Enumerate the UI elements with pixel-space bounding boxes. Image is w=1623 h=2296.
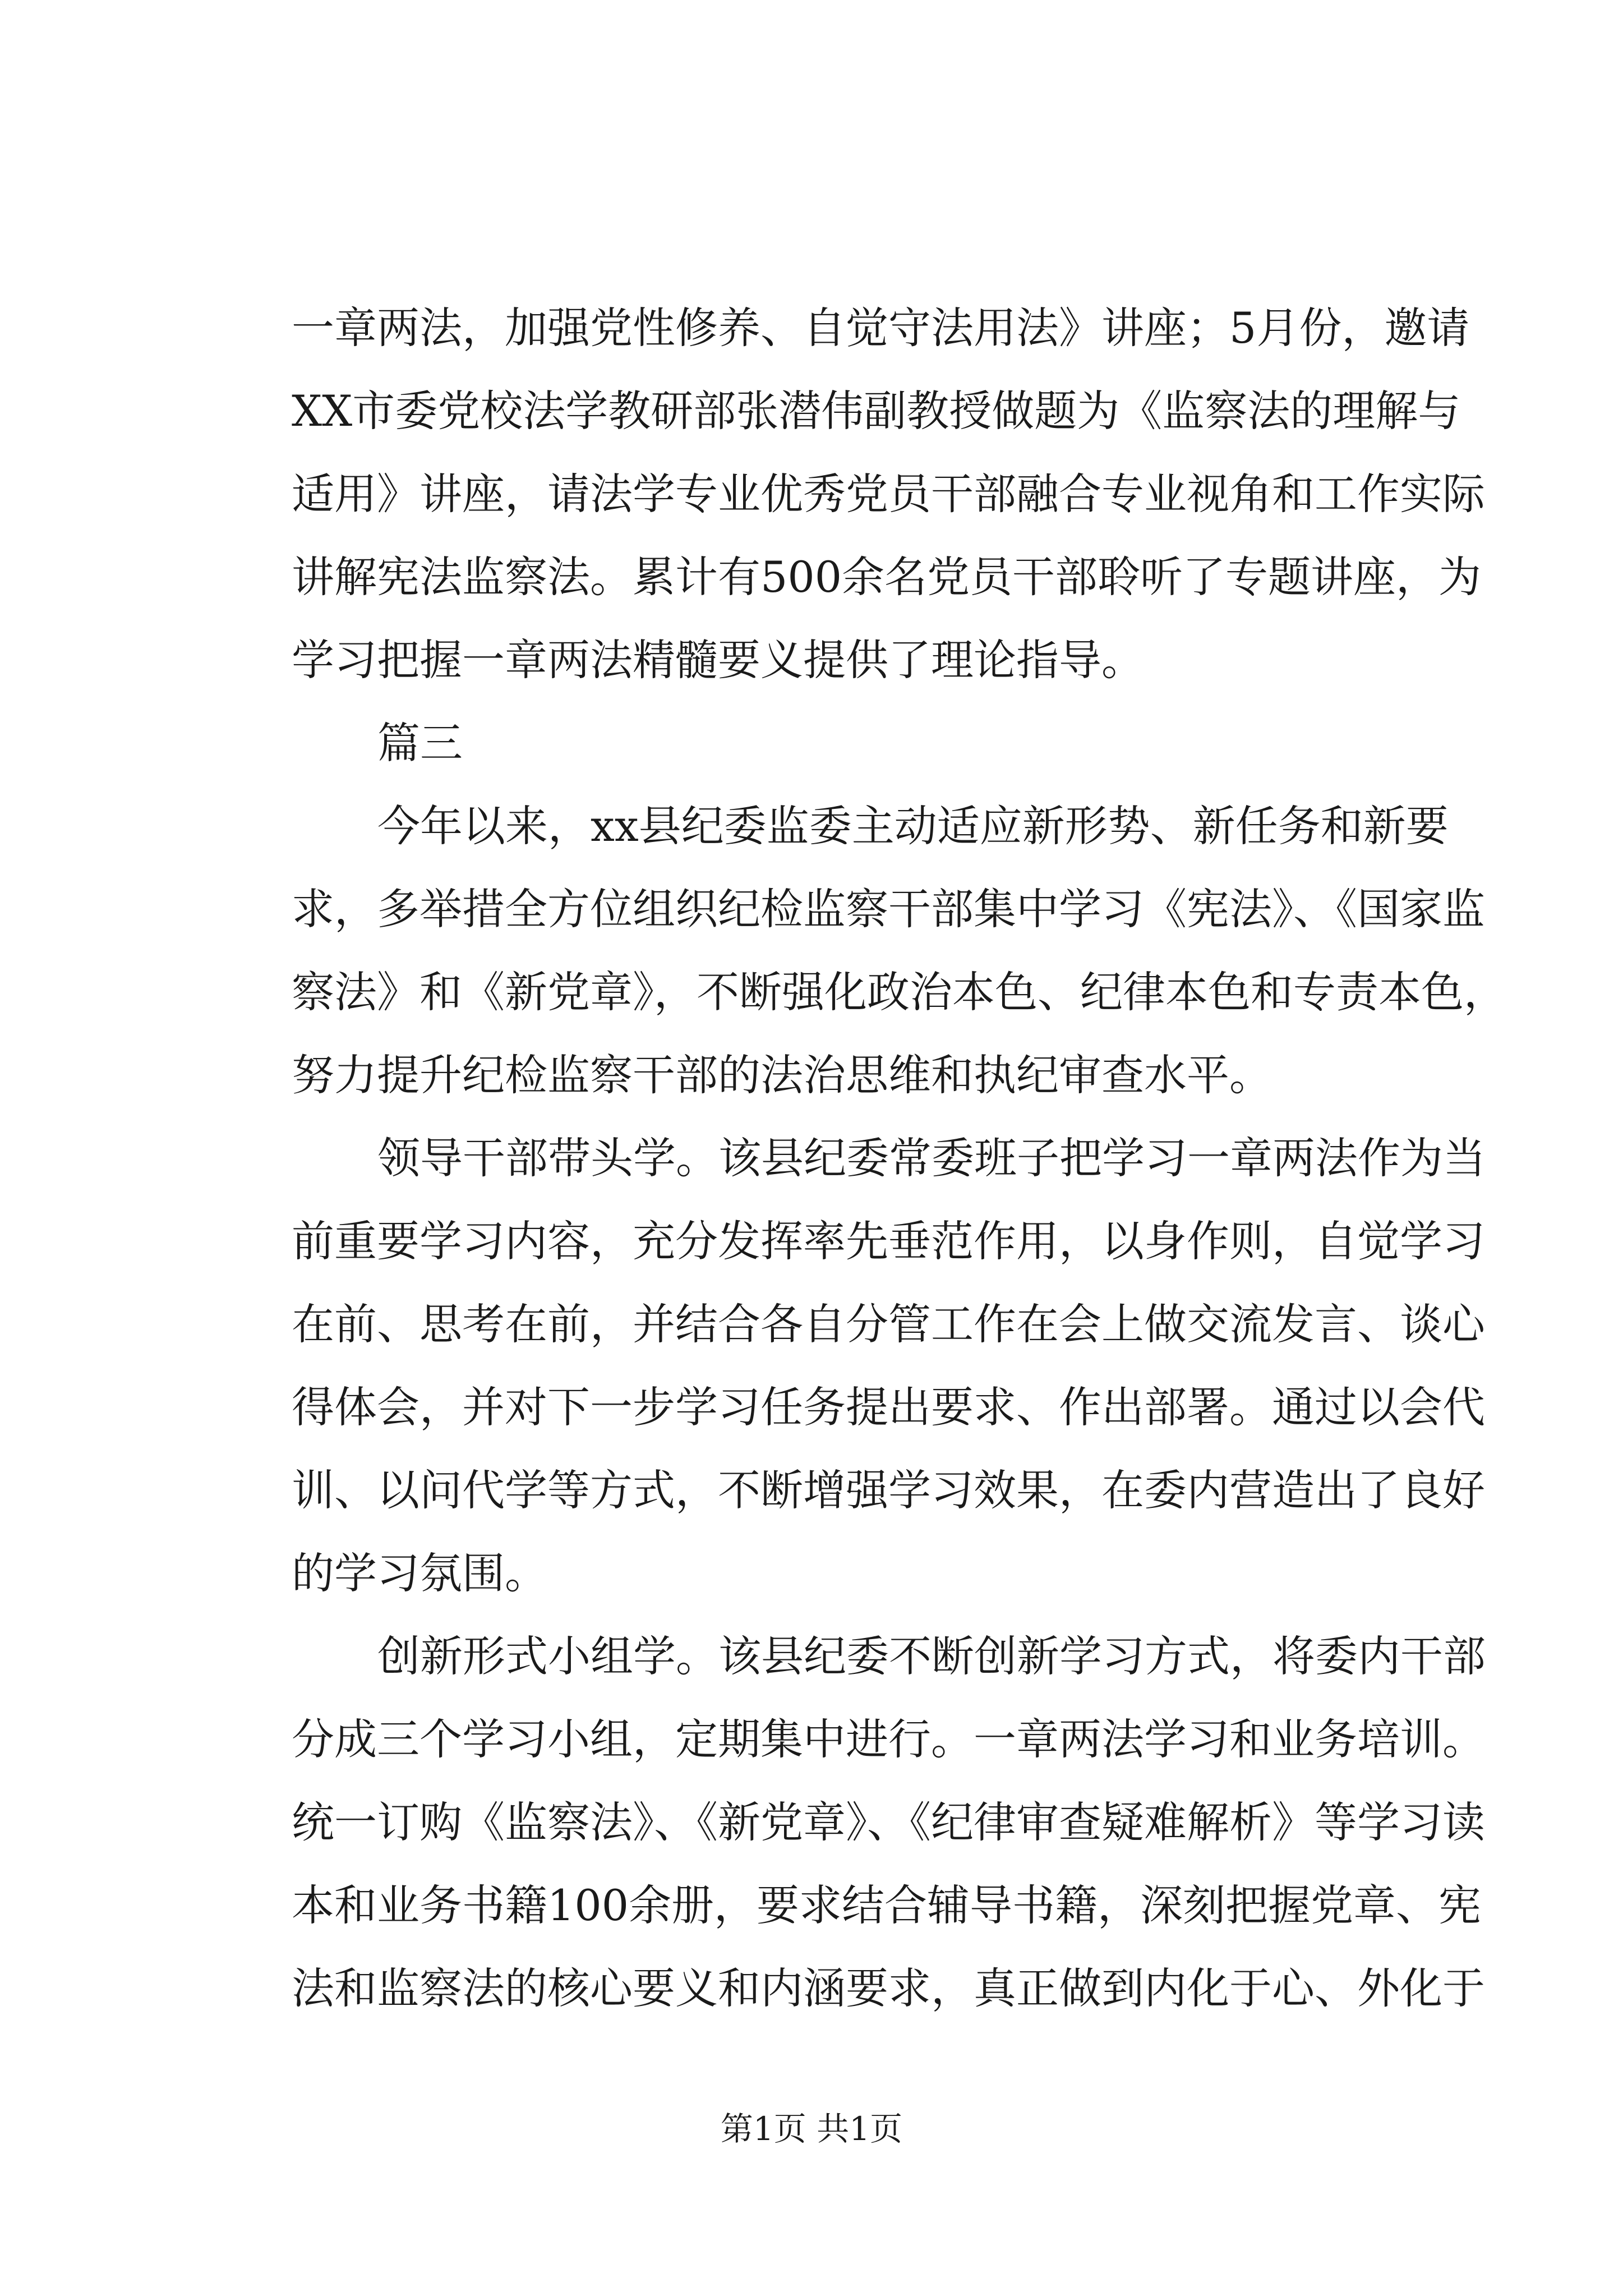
- text-line: 统一订购《监察法》、《新党章》、《纪律审查疑难解析》等学习读: [292, 1797, 1485, 1847]
- text-line: 在前、思考在前，并结合各自分管工作在会上做交流发言、谈心: [292, 1299, 1485, 1349]
- text-line: 训、以问代学等方式，不断增强学习效果，在委内营造出了良好: [292, 1465, 1485, 1515]
- text-line: 的学习氛围。: [292, 1548, 547, 1598]
- paragraph-first-line: 领导干部带头学。该县纪委常委班子把学习一章两法作为当: [377, 1133, 1486, 1183]
- section-heading: 篇三: [377, 718, 463, 768]
- text-line: 分成三个学习小组，定期集中进行。一章两法学习和业务培训。: [292, 1714, 1485, 1764]
- text-line: 察法》和《新党章》，不断强化政治本色、纪律本色和专责本色，: [292, 967, 1506, 1017]
- text-line: 一章两法，加强党性修养、自觉守法用法》讲座；5月份，邀请: [292, 303, 1470, 353]
- text-line: 得体会，并对下一步学习任务提出要求、作出部署。通过以会代: [292, 1382, 1485, 1432]
- page-number-footer: 第1页 共1页: [720, 2110, 903, 2148]
- text-line: XX市委党校法学教研部张潜伟副教授做题为《监察法的理解与: [292, 386, 1461, 436]
- text-line: 适用》讲座，请法学专业优秀党员干部融合专业视角和工作实际: [292, 469, 1485, 519]
- paragraph-first-line: 今年以来，xx县纪委监委主动适应新形势、新任务和新要: [377, 801, 1449, 851]
- text-line: 讲解宪法监察法。累计有500余名党员干部聆听了专题讲座，为: [292, 552, 1482, 602]
- text-line: 学习把握一章两法精髓要义提供了理论指导。: [292, 635, 1144, 685]
- text-line: 努力提升纪检监察干部的法治思维和执纪审查水平。: [292, 1050, 1272, 1100]
- text-line: 法和监察法的核心要义和内涵要求，真正做到内化于心、外化于: [292, 1963, 1485, 2013]
- text-line: 本和业务书籍100余册，要求结合辅导书籍，深刻把握党章、宪: [292, 1880, 1482, 1930]
- paragraph-first-line: 创新形式小组学。该县纪委不断创新学习方式，将委内干部: [377, 1631, 1486, 1681]
- text-line: 前重要学习内容，充分发挥率先垂范作用，以身作则，自觉学习: [292, 1216, 1485, 1266]
- text-line: 求，多举措全方位组织纪检监察干部集中学习《宪法》、《国家监: [292, 884, 1485, 934]
